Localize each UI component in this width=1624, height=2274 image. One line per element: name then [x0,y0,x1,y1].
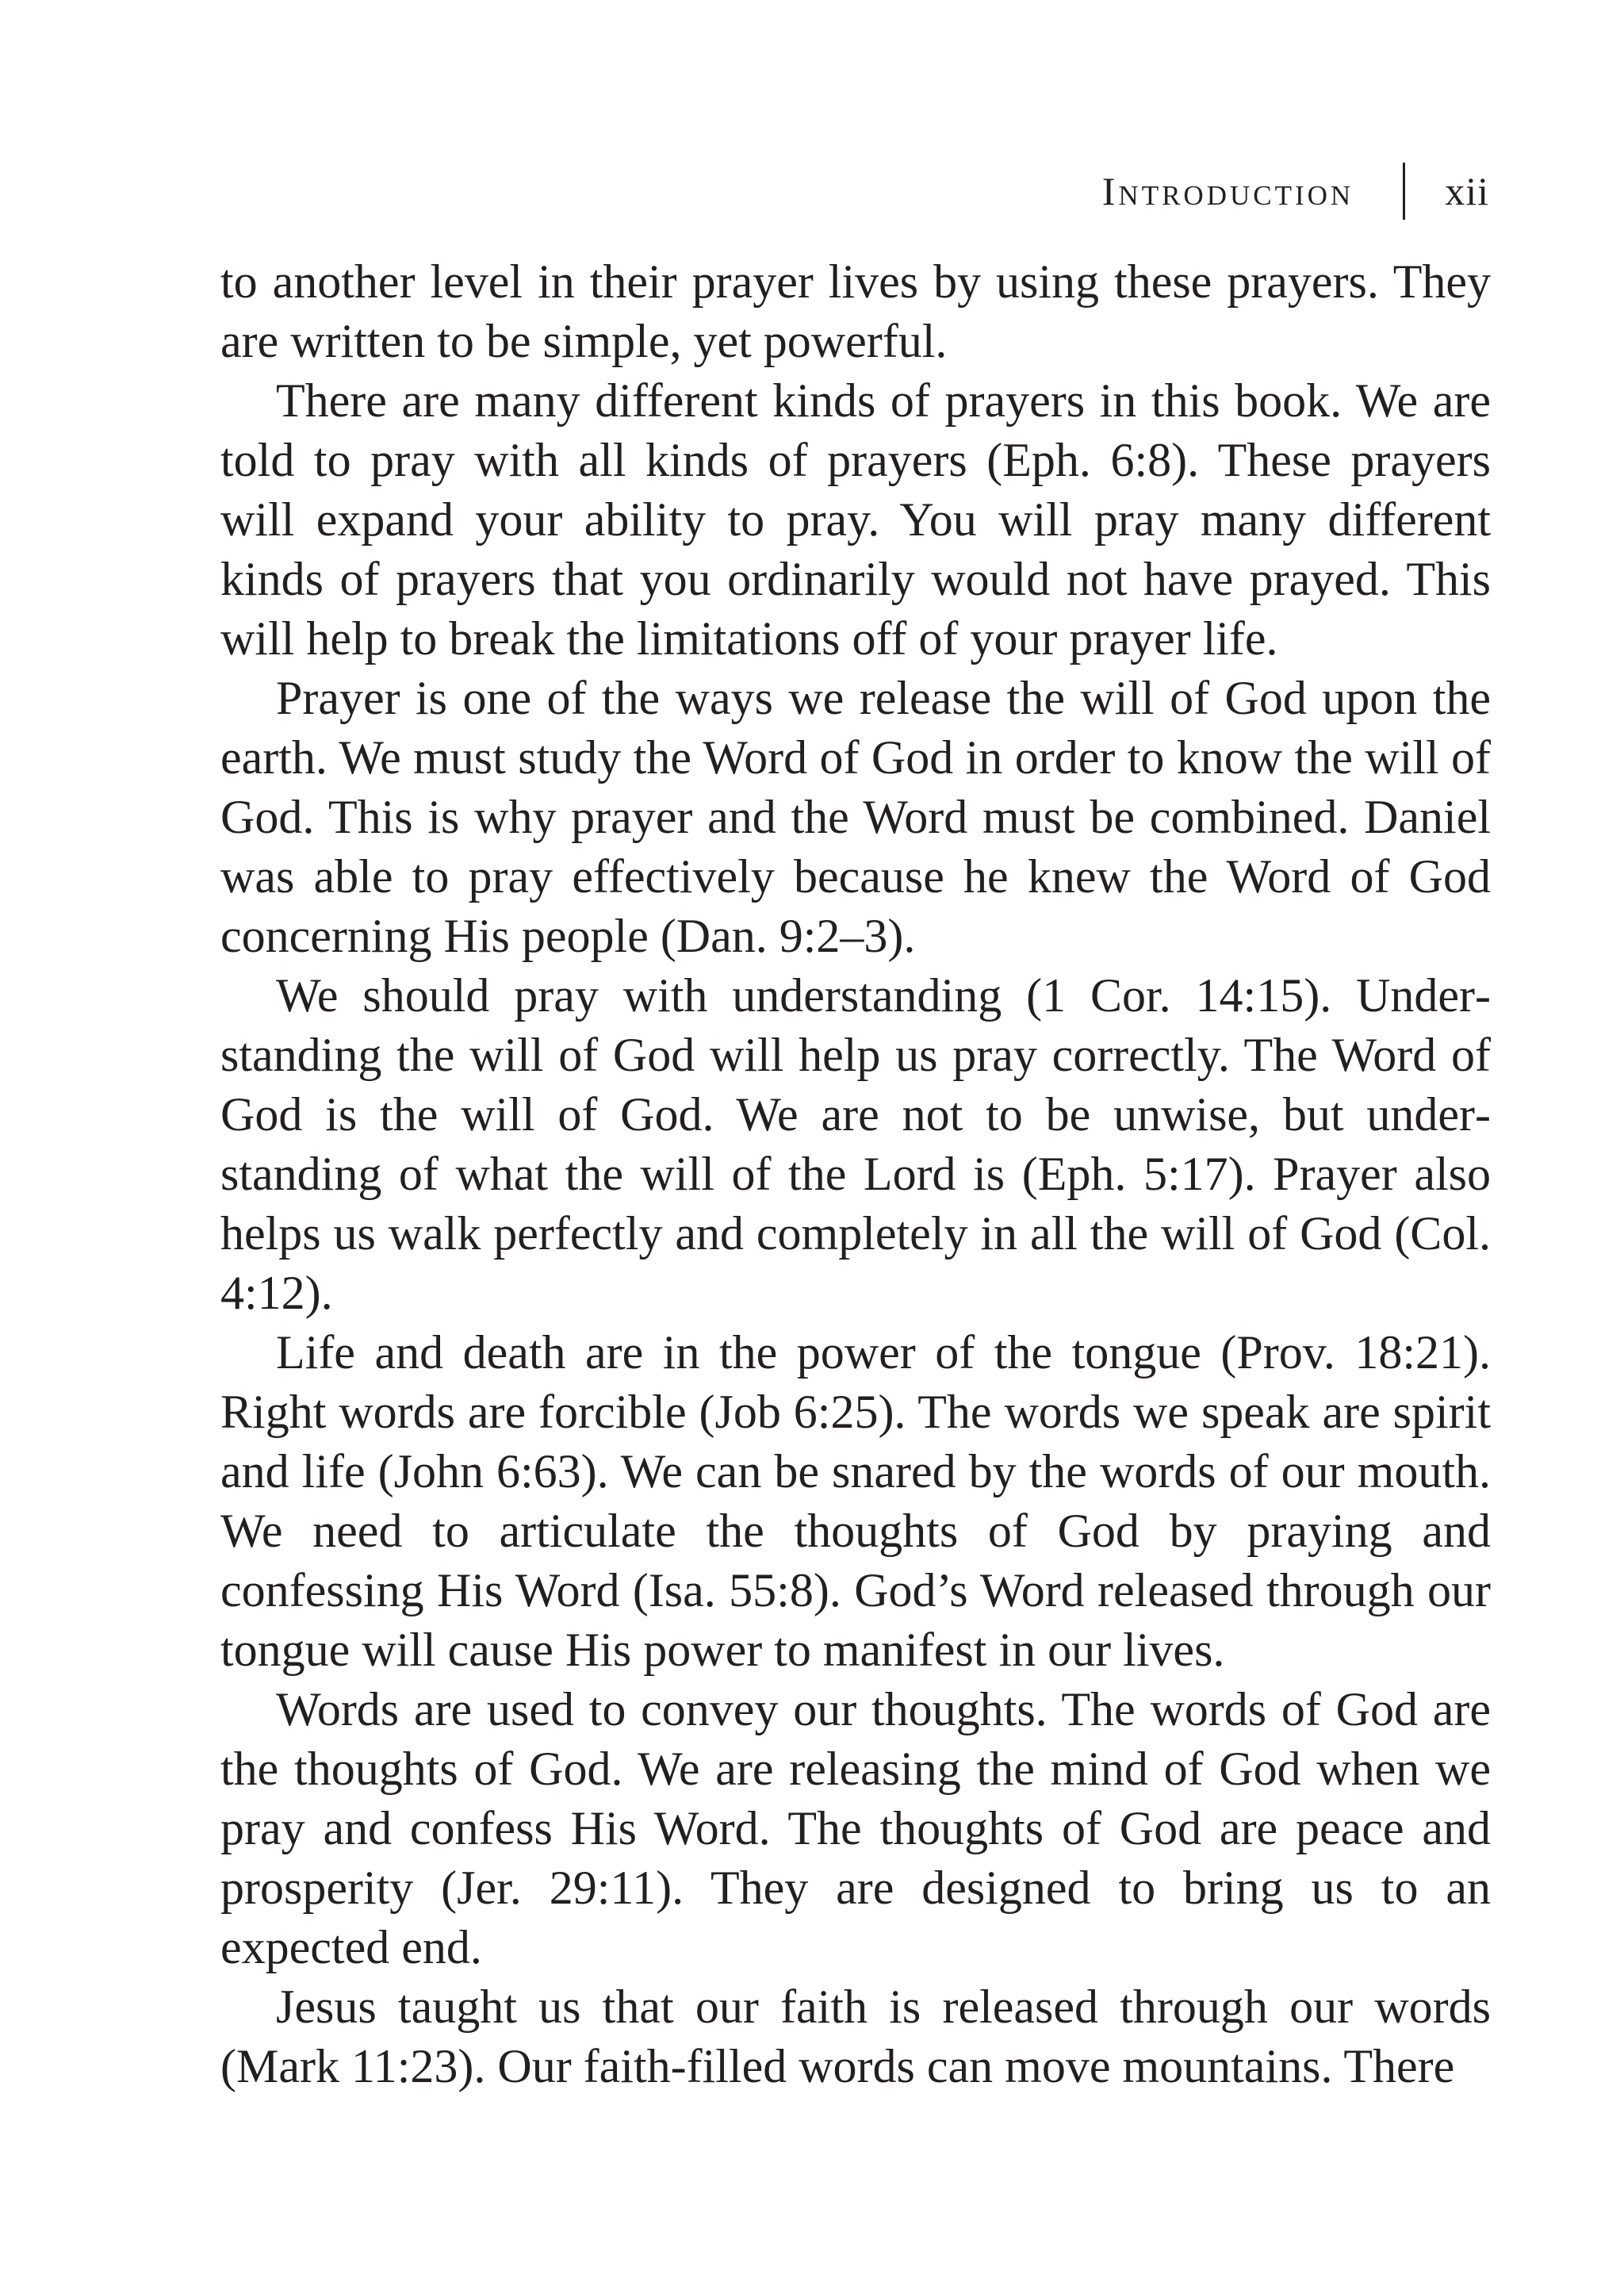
paragraph-life-and-death: Life and death are in the power of the tongue (Prov. 18:21). Right words are forcible (Job 6:25). The words we speak are spirit and life (John 6:63). We can be snared by the words of our mouth. We need to articulate the thoughts of God by praying and confessing His Word (Isa. 55:8). God’s Word released through our tongue will cause His power to manifest in our lives. [220,1326,1491,1676]
paragraph-continued: to another level in their prayer lives by using these prayers. They are written to be simple, yet powerful. [220,255,1491,367]
paragraph-will-of-god: Prayer is one of the ways we release the will of God upon the earth. We must study the Word of God in order to know the will of God. This is why prayer and the Word must be combined. Daniel was able to pray effectively because he knew the Word of God concerning His people (Dan. 9:2–3). [220,672,1491,962]
page-number: xii [1445,169,1489,213]
running-head [1102,163,1489,220]
paragraph-words-convey-thoughts: Words are used to convey our thoughts. The words of God are the thoughts of God. We are releasing the mind of God when we pray and confess His Word. The thoughts of God are peace and prosperity (Jer. 29:11). They are designed to bring us to an expected end. [220,1683,1491,1973]
page-body [220,252,1491,2096]
paragraph-faith-released: Jesus taught us that our faith is released through our words (Mark 11:23). Our faith-filled words can move mountains. There [220,1981,1491,2092]
paragraph-kinds-of-prayers: There are many different kinds of prayers in this book. We are told to pray with all kinds of prayers (Eph. 6:8). These prayers will expand your ability to pray. You will pray many different kinds of prayers that you ordinarily would not have prayed. This will help to break the limitations off of your prayer life. [220,374,1491,665]
section-title: Introduction [1101,169,1354,213]
header-divider [1403,163,1405,220]
paragraph-understanding: We should pray with understanding (1 Cor. 14:15). Understanding the will of God will help us pray correctly. The Word of God is the will of God. We are not to be unwise, but understanding of what the will of the Lord is (Eph. 5:17). Prayer also helps us walk perfectly and completely in all the will of God (Col. 4:12). [220,969,1491,1319]
